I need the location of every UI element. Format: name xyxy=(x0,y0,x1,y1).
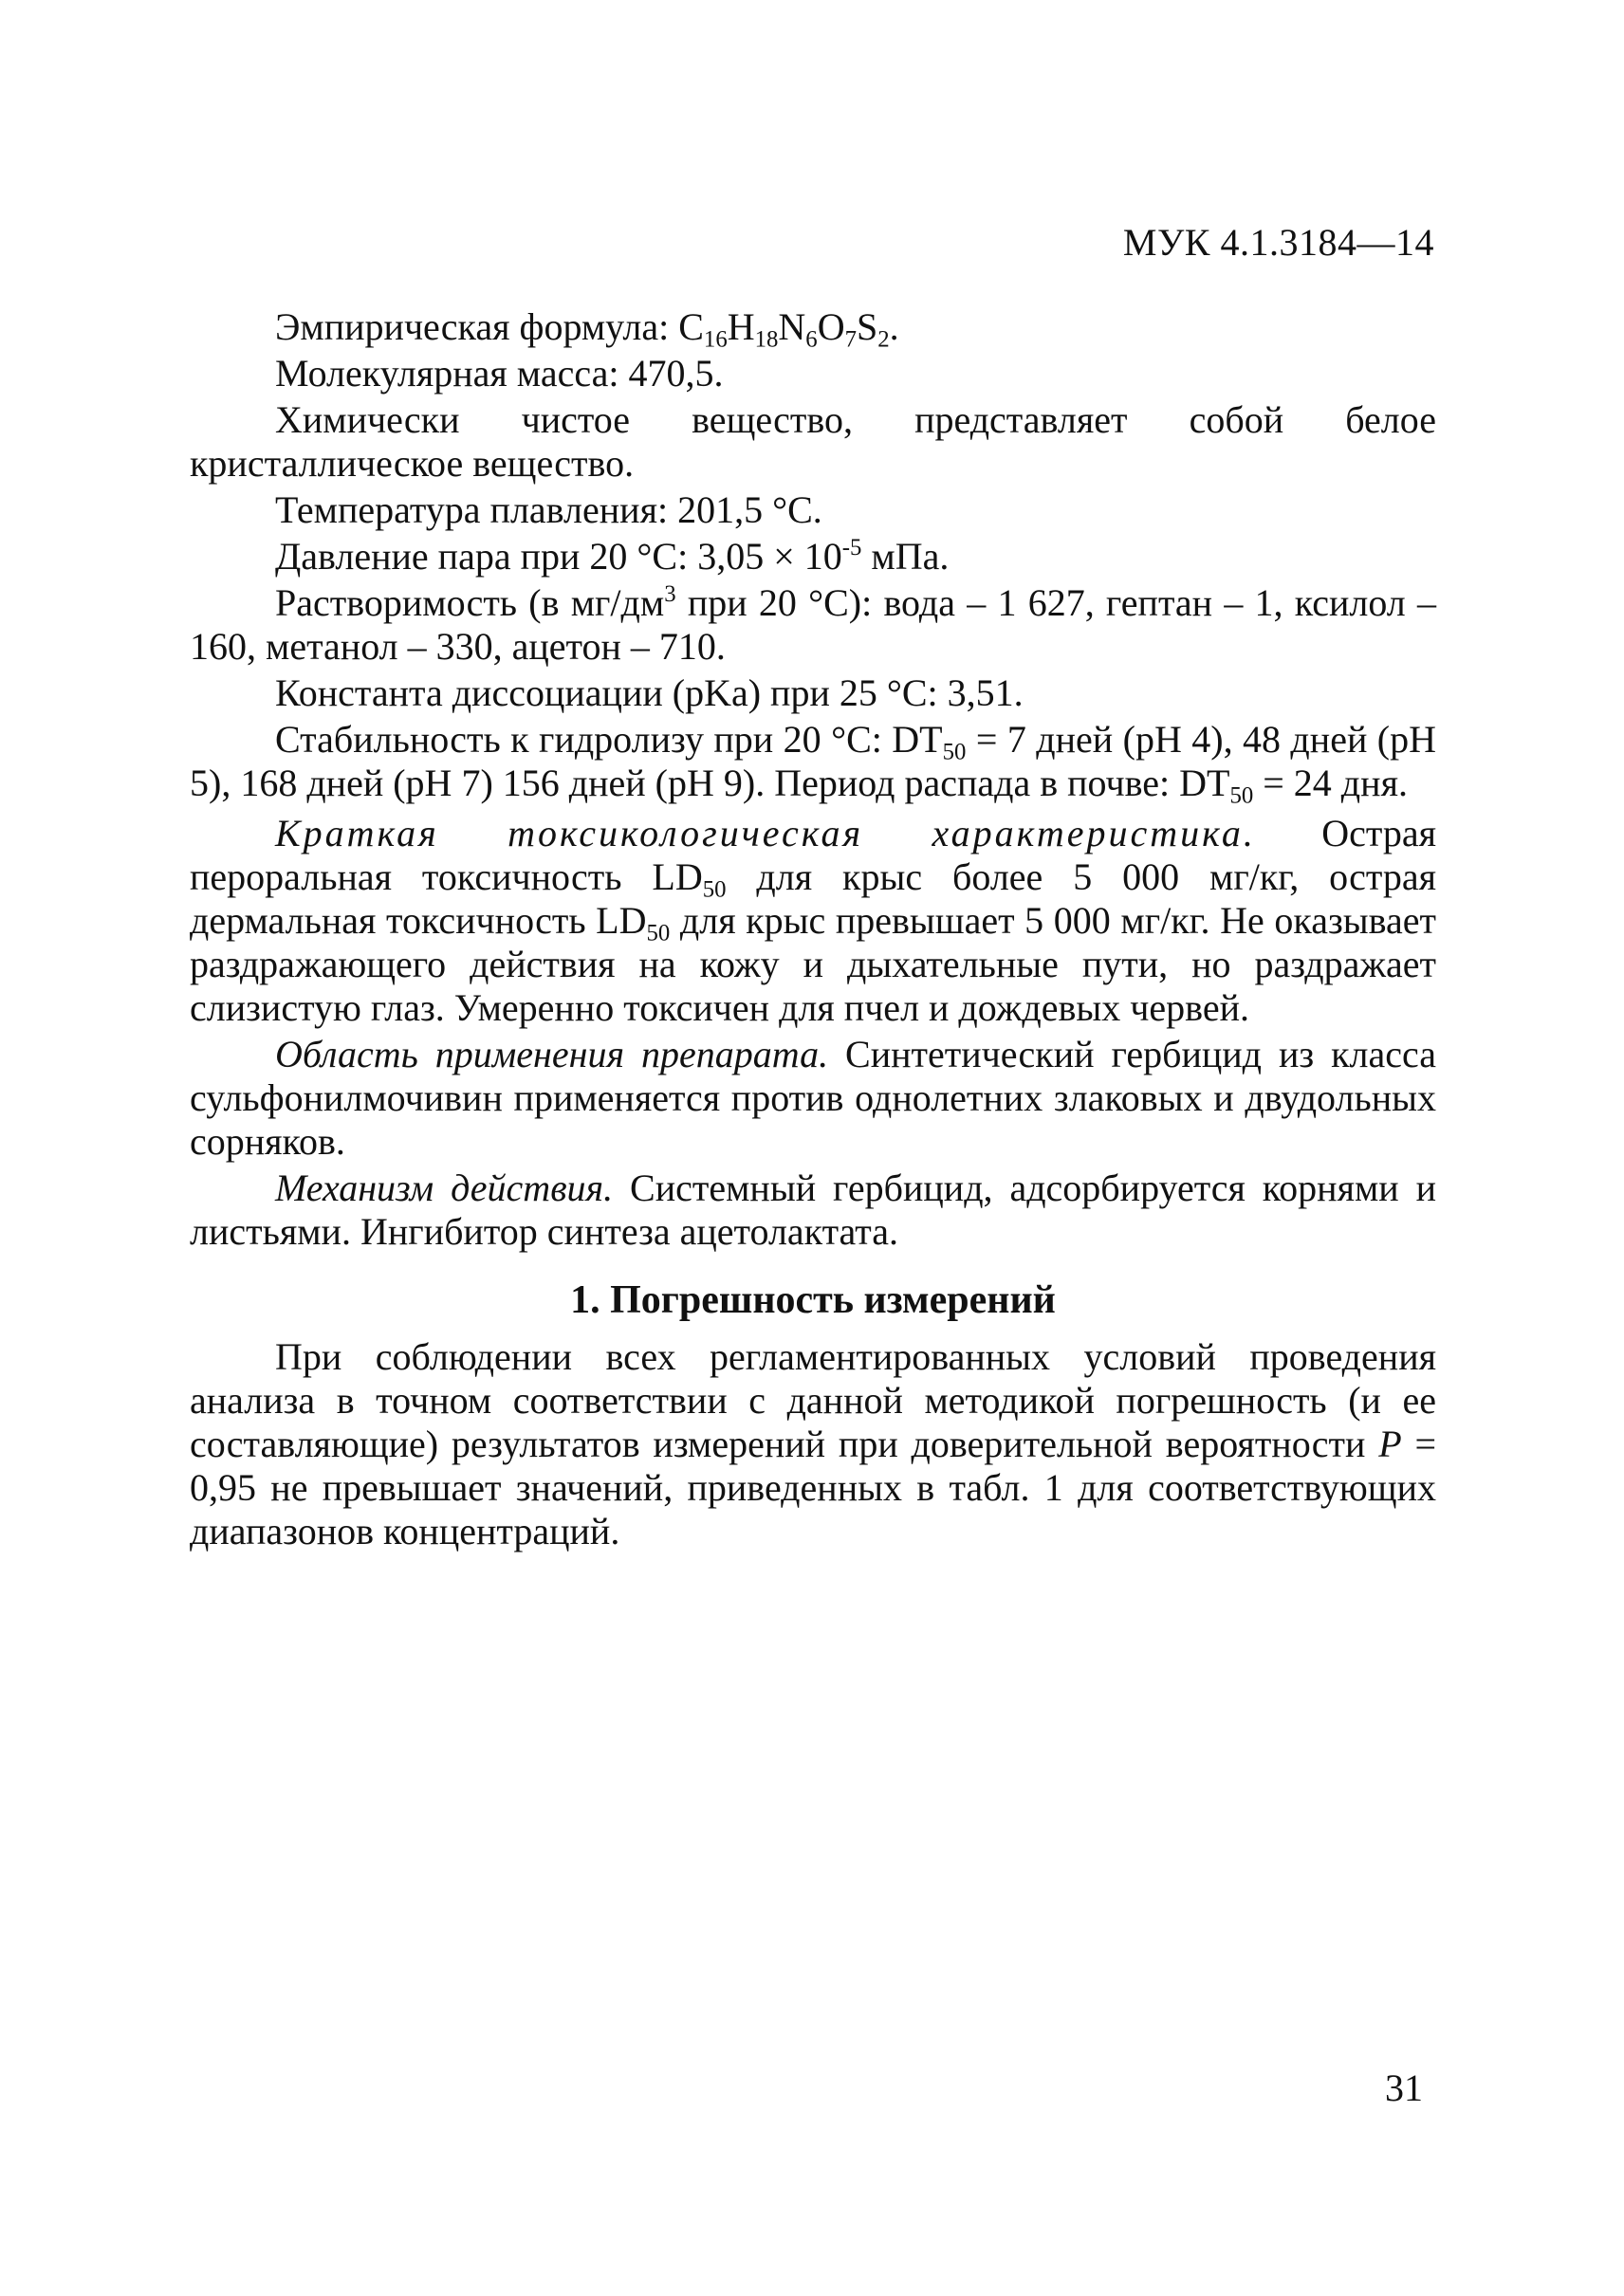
empirical-formula: Эмпирическая формула: $C_{16}H_{18}N_6O_7S_2$. xyxy=(275,305,899,353)
vapor-pressure: Давление пара при 20 °С: $3,05 \times 10^{-5}$ мПа. xyxy=(275,535,950,578)
pure-substance: Химически чистое вещество, представляет собой белое кристаллическое вещество. xyxy=(190,398,1436,485)
probability-variable: P xyxy=(1378,1423,1402,1465)
molar-mass: Молекулярная масса: 470,5. xyxy=(275,352,724,395)
solubility: Растворимость (в $мг/дм^3$ при 20 °С): вода – 1 627, гептан – 1, ксилол – 160, метанол – 330, ацетон – 710. xyxy=(190,581,1436,668)
page-number: 31 xyxy=(1385,2066,1423,2109)
application-heading: Область применения препарата. xyxy=(275,1033,829,1075)
mechanism-of-action: Механизм действия. Системный гербицид, адсорбируется корнями и листьями. Ингибитор синтеза ацетолактата. xyxy=(190,1166,1436,1253)
document-code-header: МУК 4.1.3184—14 xyxy=(1122,221,1434,264)
section-1-text: При соблюдении всех регламентированных условий проведения анализа в точном соответствии с данной методикой погрешность (и ее составляющие) результатов измерений при доверительной вероятности P = 0,95 не превышает значений, приведенных в табл. 1 для соответствующих диапазонов концентраций. xyxy=(190,1335,1437,1552)
melting-point: Температура плавления: 201,5 °С. xyxy=(275,488,822,531)
toxicology: Краткая токсикологическая характеристика. Острая пероральная токсичность $LD_{50}$ для крыс более 5 000 мг/кг, острая дермальная токсичность $LD_{50}$ для крыс превышает 5 000 мг/кг. Не оказывает раздражающего действия на кожу и дыхательные пути, но раздражает слизистую глаз. Умеренно токсичен для пчел и дождевых червей. xyxy=(190,812,1437,1029)
toxicology-heading: Краткая токсикологическая характеристика. xyxy=(275,812,1256,854)
section-title: 1. Погрешность измерений xyxy=(570,1278,1056,1322)
dissociation-constant: Константа диссоциации (pKa) при 25 °С: 3,51. xyxy=(275,671,1024,714)
application-area: Область применения препарата. Синтетический гербицид из класса сульфонилмочивин применяется против однолетних злаковых и двудольных сорняков. xyxy=(190,1033,1436,1163)
mechanism-heading: Механизм действия. xyxy=(275,1166,614,1209)
body-text xyxy=(190,305,1436,1553)
hydrolysis-stability: Стабильность к гидролизу при 20 °С: $DT_{50} = 7$ дней (pH 4), 48 дней (pH 5), 168 дней (pH 7) 156 дней (pH 9). Период распада в почве: $DT_{50} = 24$ дня. xyxy=(190,718,1436,809)
